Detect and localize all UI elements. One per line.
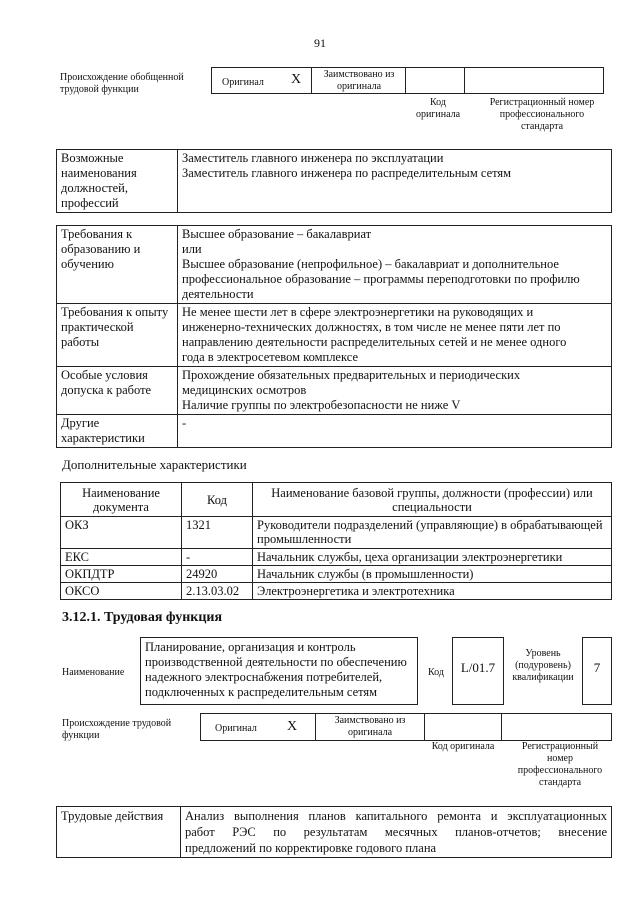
actions-value	[181, 807, 612, 858]
col-header: Наименование базовой группы, должности (профессии) или специальности	[253, 483, 612, 517]
table-cell: ОКСО	[61, 583, 182, 600]
table-cell: ОКПДТР	[61, 566, 182, 583]
req-line: Высшее образование (непрофильное) – бакалавриат и дополнительное	[182, 257, 559, 271]
action-line: Анализ выполнения планов капитального ремонта и эксплуатационных	[185, 809, 607, 823]
table-cell: Начальник службы (в промышленности)	[253, 566, 612, 583]
positions-table	[56, 149, 612, 213]
req-line: направлению деятельности распределительных сетей и не менее одного	[182, 335, 567, 349]
action-line: работ РЭС по результатам месячных планов-отчетов; внесение	[185, 825, 607, 839]
req-conditions-value	[178, 367, 612, 415]
table-cell: Начальник службы, цеха организации электроэнергетики	[253, 549, 612, 566]
origin2-original: Оригинал	[215, 723, 257, 734]
level-label: Уровень (подуровень) квалификации	[512, 648, 574, 683]
req-line: Высшее образование – бакалавриат	[182, 227, 372, 241]
table-cell: 24920	[182, 566, 253, 583]
actions-label: Трудовые действия	[57, 807, 181, 858]
additional-table	[60, 482, 612, 600]
req-line: профессиональное образование – программы переподготовки по профилю	[182, 272, 580, 286]
table-cell: 2.13.03.02	[182, 583, 253, 600]
origin2-mark: X	[287, 719, 298, 734]
origin-code-label: Код оригинала	[415, 97, 461, 120]
origin-borrowed: Заимствовано из оригинала	[323, 69, 395, 92]
code2-cell	[424, 713, 502, 741]
req-line: года в электросетевом комплексе	[182, 350, 358, 364]
col-header: Код	[182, 483, 253, 517]
req-line: инженерно-технических должностях, в том числе не менее пяти лет по	[182, 320, 561, 334]
req-education-value	[178, 226, 612, 304]
code-cell	[405, 67, 465, 94]
req-line: деятельности	[182, 287, 254, 301]
level-value: 7	[593, 660, 601, 675]
origin-mark: X	[291, 72, 302, 87]
origin2-label: Происхождение трудовой функции	[62, 718, 172, 741]
code-value: L/01.7	[460, 660, 496, 675]
table-cell: -	[182, 549, 253, 566]
req-experience-label: Требования к опыту практической работы	[57, 304, 178, 367]
origin2-borrowed: Заимствовано из оригинала	[334, 715, 406, 738]
origin2-code-label: Код оригинала	[431, 741, 495, 752]
req-line: Наличие группы по электробезопасности не ниже V	[182, 398, 461, 412]
origin-reg-label: Регистрационный номер профессионального стандарта	[489, 97, 595, 132]
requirements-table	[56, 225, 612, 448]
position-item: Заместитель главного инженера по распределительным сетям	[182, 166, 512, 180]
req-other-value	[178, 415, 612, 448]
table-cell: ОКЗ	[61, 517, 182, 549]
req-experience-value	[178, 304, 612, 367]
origin-label: Происхождение обобщенной трудовой функции	[60, 72, 184, 95]
table-cell: ЕКС	[61, 549, 182, 566]
page-number: 91	[314, 36, 326, 50]
actions-table	[56, 806, 612, 858]
table-cell: Электроэнергетика и электротехника	[253, 583, 612, 600]
req-education-label: Требования к образованию и обучению	[57, 226, 178, 304]
name-value: Планирование, организация и контроль производственной деятельности по обеспечению надежного электроснабжения потребителей, подключенных к распределительным сетям	[145, 640, 407, 699]
origin2-reg-label: Регистрационный номер профессионального стандарта	[517, 741, 603, 788]
origin-original: Оригинал	[222, 77, 264, 88]
col-header: Наименование документа	[61, 483, 182, 517]
req-conditions-label: Особые условия допуска к работе	[57, 367, 178, 415]
code-label: Код	[428, 667, 444, 678]
req-line: Не менее шести лет в сфере электроэнергетики на руководящих и	[182, 305, 534, 319]
name-label: Наименование	[62, 667, 125, 678]
table-cell: Руководители подразделений (управляющие) в обрабатывающей промышленности	[253, 517, 612, 549]
req-line: -	[182, 416, 187, 430]
req-other-label: Другие характеристики	[57, 415, 178, 448]
additional-title: Дополнительные характеристики	[62, 457, 247, 472]
section-title: 3.12.1. Трудовая функция	[62, 610, 223, 625]
req-line: Прохождение обязательных предварительных и периодических	[182, 368, 521, 382]
positions-values	[178, 150, 612, 213]
action-line: предложений по корректировке годового плана	[185, 841, 437, 855]
req-line: или	[182, 242, 202, 256]
table-cell: 1321	[182, 517, 253, 549]
req-line: медицинских осмотров	[182, 383, 307, 397]
position-item: Заместитель главного инженера по эксплуатации	[182, 151, 444, 165]
positions-label: Возможные наименования должностей, профессий	[57, 150, 178, 213]
